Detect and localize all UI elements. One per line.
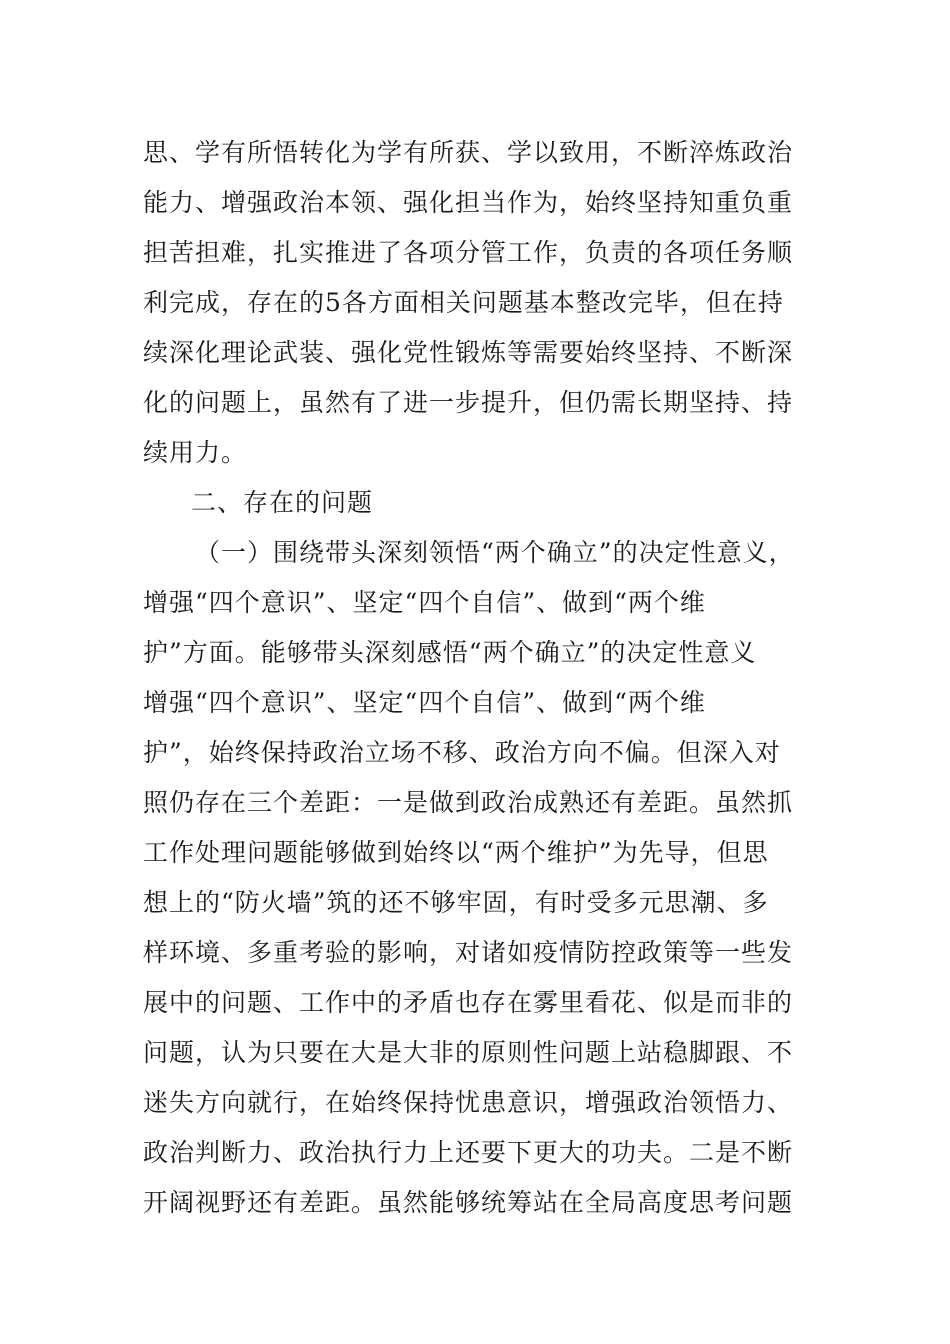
text-line: 增强“四个意识”、坚定“四个自信”、做到“两个维 [143,588,706,617]
text-line: 开阔视野还有差距。虽然能够统筹站在全局高度思考问题 [143,1188,794,1217]
text-line: 化的问题上，虽然有了进一步提升，但仍需长期坚持、持 [143,388,794,417]
text-line: 问题，认为只要在大是大非的原则性问题上站稳脚跟、不 [143,1038,794,1067]
text-line: 展中的问题、工作中的矛盾也存在雾里看花、似是而非的 [143,988,794,1017]
text-line: 工作处理问题能够做到始终以“两个维护”为先导，但思 [143,838,769,867]
text-line: 利完成，存在的5各方面相关问题基本整改完毕，但在持 [143,288,784,317]
text-line: 照仍存在三个差距：一是做到政治成熟还有差距。虽然抓 [143,788,794,817]
text-line: 政治判断力、政治执行力上还要下更大的功夫。二是不断 [143,1138,794,1167]
body-text [143,128,813,1228]
text-line: 能力、增强政治本领、强化担当作为，始终坚持知重负重 [143,188,794,217]
text-line: 担苦担难，扎实推进了各项分管工作，负责的各项任务顺 [143,238,794,267]
text-line: 思、学有所悟转化为学有所获、学以致用，不断淬炼政治 [143,138,794,167]
text-line: 续用力。 [143,438,248,467]
section-heading: 二、存在的问题 [191,488,374,517]
text-line: 护”，始终保持政治立场不移、政治方向不偏。但深入对 [143,738,781,767]
subsection-heading-line: （一）围绕带头深刻领悟“两个确立”的决定性意义， [195,538,795,567]
text-line: 增强“四个意识”、坚定“四个自信”、做到“两个维 [143,688,706,717]
text-line: 续深化理论武装、强化党性锻炼等需要始终坚持、不断深 [143,338,794,367]
text-line: 想上的“防火墙”筑的还不够牢固，有时受多元思潮、多 [143,888,769,917]
text-line: 迷失方向就行，在始终保持忧患意识，增强政治领悟力、 [143,1088,794,1117]
text-line: 护”方面。能够带头深刻感悟“两个确立”的决定性意义 [143,638,757,667]
text-line: 样环境、多重考验的影响，对诸如疫情防控政策等一些发 [143,938,794,967]
